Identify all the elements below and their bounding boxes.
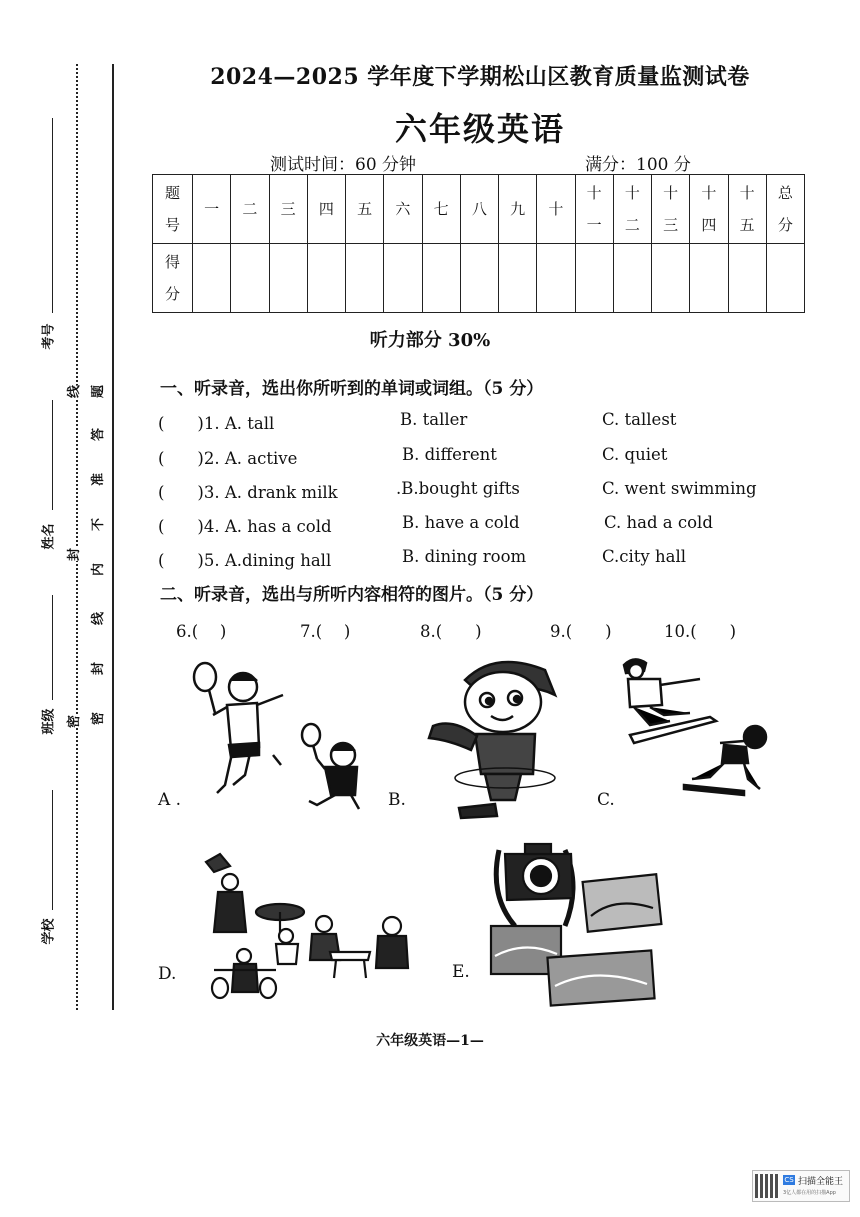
score-cell[interactable] xyxy=(499,244,537,313)
field-name-line[interactable] xyxy=(52,400,53,510)
score-cell[interactable] xyxy=(690,244,728,313)
question-number-cell: 八 xyxy=(460,175,498,244)
question-number-cell: 十 三 xyxy=(652,175,690,244)
score-table-row-label: 得 分 xyxy=(153,244,193,313)
question-number-cell: 二 xyxy=(231,175,269,244)
question-5-c: C.city hall xyxy=(602,547,687,566)
score-cell[interactable] xyxy=(460,244,498,313)
question-number-cell: 九 xyxy=(499,175,537,244)
question-1-c: C. tallest xyxy=(602,410,677,429)
question-number-cell: 七 xyxy=(422,175,460,244)
seal-char: 封 xyxy=(91,661,107,676)
score-cell[interactable] xyxy=(269,244,307,313)
answer-blank-8[interactable]: 8.( ) xyxy=(420,622,482,641)
picture-e-camera-photos xyxy=(485,836,665,1008)
answer-blank-10[interactable]: 10.( ) xyxy=(664,622,737,641)
seal-char: 不 xyxy=(91,517,107,532)
part2-heading: 二、听录音，选出与所听内容相符的图片。（5 分） xyxy=(160,585,544,605)
seal-char: 题 xyxy=(91,384,107,399)
scanner-tagline: 3亿人都在用的扫描App xyxy=(783,1190,836,1196)
score-table-header-row xyxy=(153,175,805,244)
score-cell[interactable] xyxy=(384,244,422,313)
score-cell[interactable] xyxy=(346,244,384,313)
score-cell[interactable] xyxy=(652,244,690,313)
question-number-cell: 六 xyxy=(384,175,422,244)
score-table-row-label: 题 号 xyxy=(153,175,193,244)
field-school-line[interactable] xyxy=(52,790,53,910)
score-cell[interactable] xyxy=(422,244,460,313)
exam-time: 测试时间：60 分钟 xyxy=(270,155,417,175)
score-cell[interactable] xyxy=(231,244,269,313)
question-number-cell: 五 xyxy=(346,175,384,244)
picture-b-boy-kicking xyxy=(425,650,570,820)
answer-blank-7[interactable]: 7.( ) xyxy=(300,622,351,641)
seal-char: 线 xyxy=(91,611,107,626)
field-exam-number-line[interactable] xyxy=(52,118,53,313)
question-2-a: ( )2. A. active xyxy=(158,449,298,468)
question-3-a: ( )3. A. drank milk xyxy=(158,483,338,502)
page-footer: 六年级英语—1— xyxy=(376,1033,484,1049)
seal-char: 内 xyxy=(91,562,107,577)
score-cell[interactable] xyxy=(537,244,575,313)
part1-heading: 一、听录音，选出你所听到的单词或词组。（5 分） xyxy=(160,379,544,399)
full-score: 满分：100 分 xyxy=(585,155,691,175)
score-cell[interactable] xyxy=(613,244,651,313)
question-number-cell: 三 xyxy=(269,175,307,244)
field-name-label: 姓名 xyxy=(41,523,57,550)
answer-blank-9[interactable]: 9.( ) xyxy=(550,622,612,641)
question-number-cell: 总 分 xyxy=(766,175,804,244)
scanner-watermark xyxy=(752,1170,850,1202)
question-4-a: ( )4. A. has a cold xyxy=(158,517,332,536)
score-table-score-row xyxy=(153,244,805,313)
score-cell[interactable] xyxy=(728,244,766,313)
score-cell[interactable] xyxy=(575,244,613,313)
picture-d-label: D. xyxy=(158,964,177,984)
qr-code-icon xyxy=(755,1174,779,1198)
picture-e-label: E. xyxy=(452,962,470,982)
score-cell[interactable] xyxy=(307,244,345,313)
question-5-b: B. dining room xyxy=(402,547,527,566)
question-1-b: B. taller xyxy=(400,410,468,429)
binding-solid-line xyxy=(112,64,114,1010)
field-class-label: 班级 xyxy=(41,708,57,735)
answer-blank-6[interactable]: 6.( ) xyxy=(176,622,227,641)
picture-c-snowboarders xyxy=(620,655,775,800)
question-number-cell: 十 xyxy=(537,175,575,244)
question-3-b: .B.bought gifts xyxy=(396,479,520,498)
binding-dotted-line xyxy=(76,64,78,1010)
listening-section-title: 听力部分 30% xyxy=(369,330,491,351)
seal-char: 线 xyxy=(67,384,83,399)
picture-b-label: B. xyxy=(388,790,406,810)
exam-title: 2024—2025 学年度下学期松山区教育质量监测试卷 xyxy=(210,64,750,90)
picture-a-badminton xyxy=(185,655,370,815)
question-number-cell: 四 xyxy=(307,175,345,244)
question-number-cell: 一 xyxy=(193,175,231,244)
question-number-cell: 十 四 xyxy=(690,175,728,244)
seal-char: 密 xyxy=(67,714,83,729)
seal-char: 准 xyxy=(91,472,107,487)
question-3-c: C. went swimming xyxy=(602,479,757,498)
exam-subject: 六年级英语 xyxy=(394,110,565,148)
question-1-a: ( )1. A. tall xyxy=(158,414,275,433)
score-table xyxy=(152,174,805,313)
question-5-a: ( )5. A.dining hall xyxy=(158,551,332,570)
field-exam-number-label: 考号 xyxy=(41,323,57,350)
picture-a-label: A . xyxy=(158,790,182,810)
picture-d-ancient-people xyxy=(200,852,415,1012)
score-cell[interactable] xyxy=(193,244,231,313)
question-2-c: C. quiet xyxy=(602,445,668,464)
seal-char: 密 xyxy=(91,711,107,726)
camscanner-logo-icon: CS xyxy=(784,1176,794,1184)
question-4-c: C. had a cold xyxy=(604,513,713,532)
question-4-b: B. have a cold xyxy=(402,513,520,532)
field-class-line[interactable] xyxy=(52,595,53,700)
score-cell[interactable] xyxy=(766,244,804,313)
seal-char: 答 xyxy=(91,427,107,442)
question-number-cell: 十 五 xyxy=(728,175,766,244)
scanner-app-name: 扫描全能王 xyxy=(798,1177,844,1187)
field-school-label: 学校 xyxy=(41,918,57,945)
question-2-b: B. different xyxy=(402,445,497,464)
picture-c-label: C. xyxy=(597,790,615,810)
question-number-cell: 十 一 xyxy=(575,175,613,244)
seal-char: 封 xyxy=(67,547,83,562)
question-number-cell: 十 二 xyxy=(613,175,651,244)
